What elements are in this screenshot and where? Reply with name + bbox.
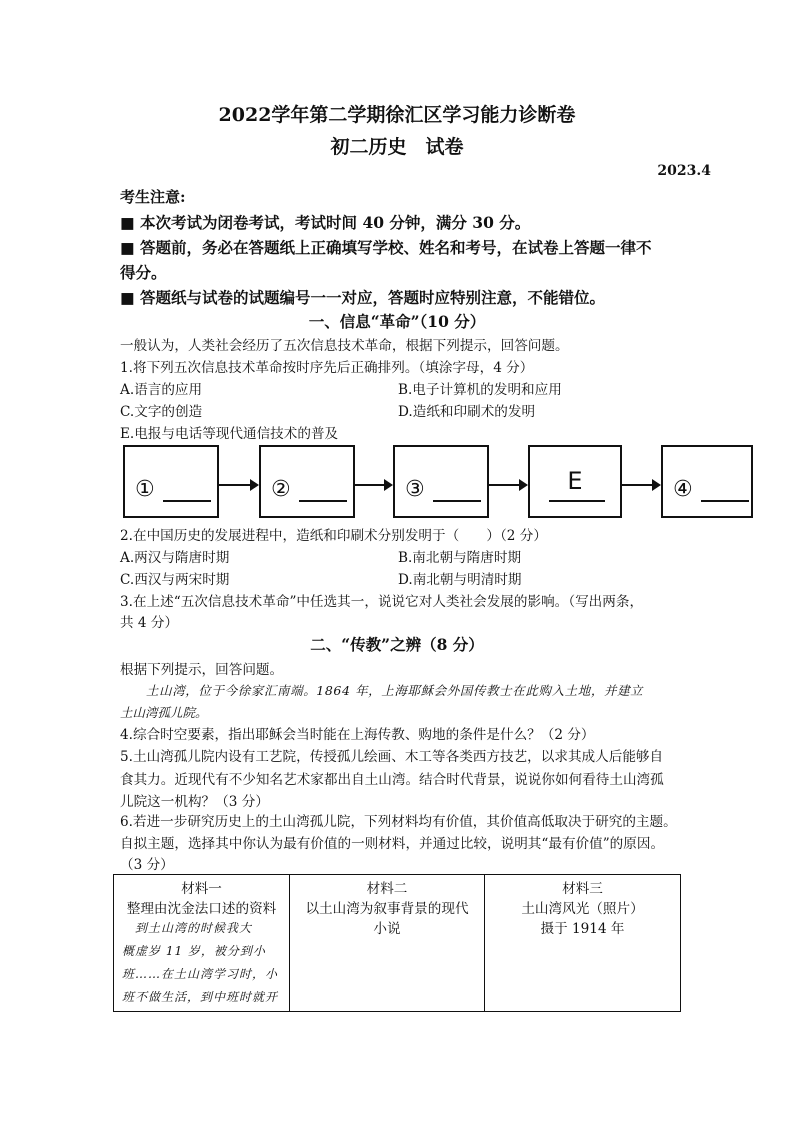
material-cell-2 xyxy=(290,875,485,1012)
material-1-title: 材料一 xyxy=(181,881,222,897)
q2-option-d: D.南北朝与明清时期 xyxy=(398,572,522,588)
section2-title: 二、“传教”之辨（8 分） xyxy=(310,635,484,654)
flow-box-e xyxy=(528,445,622,518)
material-3-title: 材料三 xyxy=(562,881,603,897)
flow-label-2: ② xyxy=(271,477,291,502)
material-1-desc: 整理由沈金法口述的资料 xyxy=(126,901,277,917)
question-2: 2.在中国历史的发展进程中，造纸和印刷术分别发明于（ ）（2 分） xyxy=(120,528,547,544)
exam-subtitle: 初二历史 试卷 xyxy=(330,136,464,158)
answer-blank xyxy=(163,500,211,502)
flow-label-3: ③ xyxy=(405,477,425,502)
q1-option-c: C.文字的创造 xyxy=(120,404,203,420)
material-cell-3 xyxy=(485,875,681,1012)
question-6-cont2: （3 分） xyxy=(120,857,174,873)
flow-label-1: ① xyxy=(135,477,155,502)
notice-item-2: ■ 答题前，务必在答题纸上正确填写学校、姓名和考号，在试卷上答题一律不 xyxy=(120,238,652,257)
flow-arrow xyxy=(622,484,659,486)
q2-option-c: C.西汉与两宋时期 xyxy=(120,572,230,588)
question-4: 4.综合时空要素，指出耶稣会当时能在上海传教、购地的条件是什么？（2 分） xyxy=(120,727,595,743)
material-1-quote xyxy=(118,917,285,1009)
q1-option-a: A.语言的应用 xyxy=(120,382,203,398)
quote-line: 班不做生活，到中班时就开 xyxy=(122,990,279,1004)
material-2-desc-cont: 小说 xyxy=(373,921,401,937)
question-3: 3.在上述“五次信息技术革命”中任选其一，说说它对人类社会发展的影响。（写出两条， xyxy=(120,594,644,610)
exam-title: 2022学年第二学期徐汇区学习能力诊断卷 xyxy=(218,104,576,126)
flow-arrow xyxy=(489,484,526,486)
flow-box-3 xyxy=(393,445,489,518)
flow-arrow xyxy=(219,484,257,486)
q1-option-e: E.电报与电话等现代通信技术的普及 xyxy=(120,426,339,442)
material-cell-1 xyxy=(114,875,290,1012)
q2-option-a: A.两汉与隋唐时期 xyxy=(120,550,230,566)
notice-heading: 考生注意: xyxy=(120,188,186,206)
question-5: 5.土山湾孤儿院内设有工艺院，传授孤儿绘画、木工等各类西方技艺，以求其成人后能够自 xyxy=(120,749,664,765)
answer-blank xyxy=(433,500,481,502)
q1-option-d: D.造纸和印刷术的发明 xyxy=(398,404,536,420)
flow-arrow xyxy=(355,484,391,486)
flow-box-4 xyxy=(661,445,753,518)
notice-item-1: ■ 本次考试为闭卷考试，考试时间 40 分钟，满分 30 分。 xyxy=(120,213,531,232)
section2-intro: 根据下列提示，回答问题。 xyxy=(120,662,284,678)
materials-table xyxy=(113,874,681,1012)
flow-label-e: E xyxy=(567,467,583,495)
question-5-cont: 食其力。近现代有不少知名艺术家都出自土山湾。结合时代背景，说说你如何看待土山湾孤 xyxy=(120,772,664,788)
quote-line: 到土山湾的时候我大 xyxy=(122,921,253,935)
notice-item-2-cont: 得分。 xyxy=(120,263,167,282)
answer-blank xyxy=(299,500,347,502)
exam-date: 2023.4 xyxy=(657,163,711,179)
question-1: 1.将下列五次信息技术革命按时序先后正确排列。（填涂字母，4 分） xyxy=(120,360,534,376)
answer-underline xyxy=(549,500,605,502)
material-2-title: 材料二 xyxy=(366,881,408,897)
section1-intro: 一般认为，人类社会经历了五次信息技术革命，根据下列提示，回答问题。 xyxy=(120,338,569,354)
question-6-cont: 自拟主题，选择其中你认为最有价值的一则材料，并通过比较，说明其“最有价值”的原因。 xyxy=(120,836,665,852)
flow-box-1 xyxy=(123,445,219,518)
q2-option-b: B.南北朝与隋唐时期 xyxy=(398,550,522,566)
question-5-cont2: 儿院这一机构？（3 分） xyxy=(120,794,269,810)
flow-label-4: ④ xyxy=(673,477,693,502)
material-3-desc: 土山湾风光（照片） xyxy=(521,901,644,917)
material-2-desc: 以土山湾为叙事背景的现代 xyxy=(305,901,469,917)
notice-item-3: ■ 答题纸与试卷的试题编号一一对应，答题时应特别注意，不能错位。 xyxy=(120,288,606,307)
material-3-date: 摄于 1914 年 xyxy=(540,921,625,937)
passage-line-1: 土山湾，位于今徐家汇南端。1864 年，上海耶稣会外国传教士在此购入土地，并建立 xyxy=(146,683,644,698)
question-6: 6.若进一步研究历史上的土山湾孤儿院，下列材料均有价值，其价值高低取决于研究的主题。 xyxy=(120,814,677,830)
flow-box-2 xyxy=(259,445,355,518)
quote-line: 概虚岁 11 岁，被分到小 xyxy=(122,944,266,958)
answer-blank xyxy=(701,500,749,502)
quote-line: 班……在土山湾学习时，小 xyxy=(122,967,279,981)
passage-line-2: 土山湾孤儿院。 xyxy=(120,705,208,720)
question-3-cont: 共 4 分） xyxy=(120,615,179,631)
section1-title: 一、信息“革命”（10 分） xyxy=(308,312,486,331)
q1-option-b: B.电子计算机的发明和应用 xyxy=(398,382,562,398)
